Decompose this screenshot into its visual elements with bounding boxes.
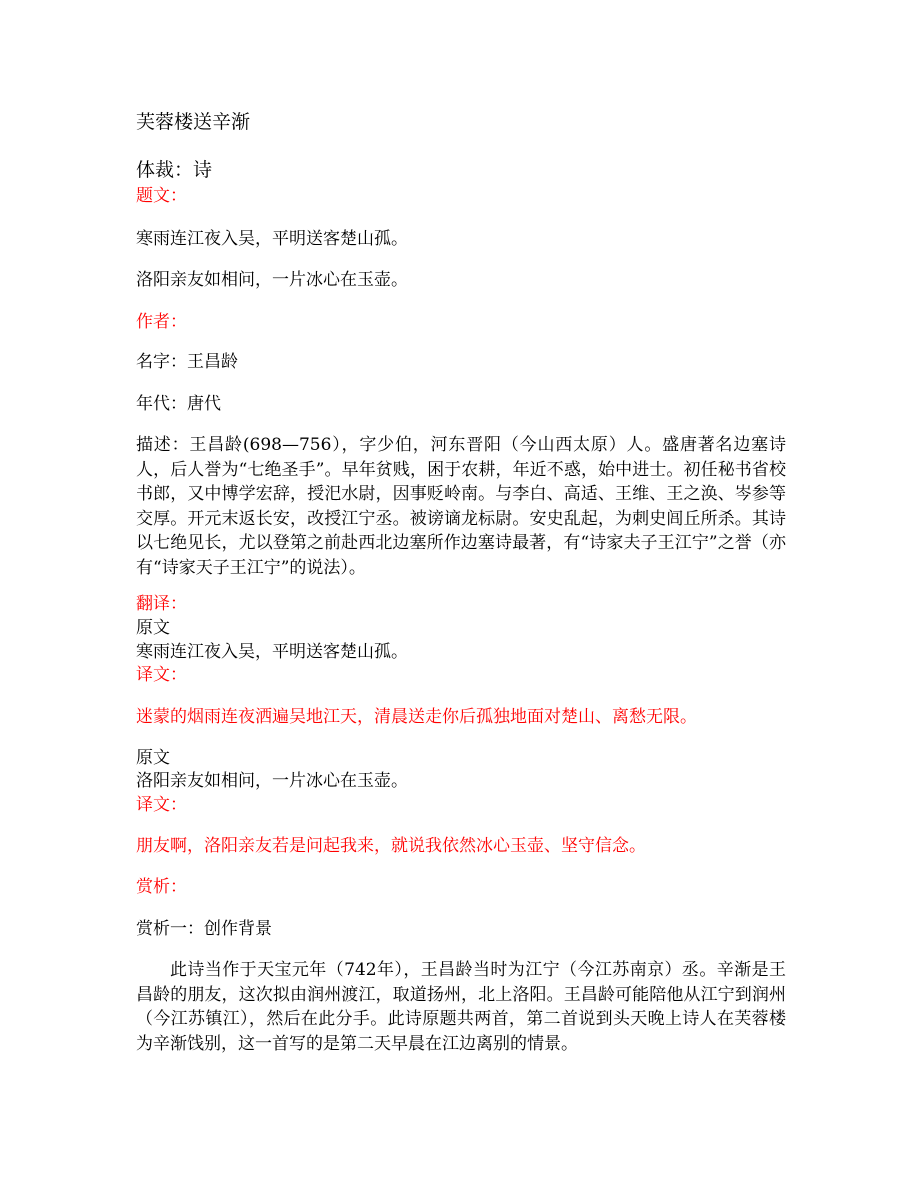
poem-line-1: 寒雨连江夜入吴，平明送客楚山孤。 [136,229,408,249]
original-label-2: 原文 [136,748,170,768]
appreciation-heading: 赏析一：创作背景 [136,919,272,939]
translated-text-2: 朋友啊，洛阳亲友若是问起我来，就说我依然冰心玉壶、坚守信念。 [136,836,646,856]
poem-text-label: 题文： [136,186,187,206]
original-text-2: 洛阳亲友如相问，一片冰心在玉壶。 [136,771,408,791]
author-description: 描述：王昌龄(698—756），字少伯，河东晋阳（今山西太原）人。盛唐著名边塞诗人，后人誉为“七绝圣手”。早年贫贱，困于农耕，年近不惑，始中进士。初任秘书省校书郎，又中博学宏辞，授汜水尉，因事贬岭南。与李白、高适、王维、王之涣、岑参等交厚。开元末返长安，改授江宁丞。被谤谪龙标尉。安史乱起，为刺史闾丘所杀。其诗以七绝见长，尤以登第之前赴西北边塞所作边塞诗最著，有“诗家夫子王江宁”之誉（亦有“诗家天子王江宁”的说法）。 [136,435,786,578]
appreciation-label: 赏析： [136,877,187,897]
author-name: 名字：王昌龄 [136,352,238,372]
translated-label-1: 译文： [136,665,187,685]
author-era: 年代：唐代 [136,394,221,414]
genre-label: 体裁：诗 [136,159,213,181]
original-text-1: 寒雨连江夜入吴，平明送客楚山孤。 [136,642,408,662]
translation-label: 翻译： [136,594,187,614]
author-label: 作者： [136,312,187,332]
translated-label-2: 译文： [136,795,187,815]
appreciation-body: 此诗当作于天宝元年（742年），王昌龄当时为江宁（今江苏南京）丞。辛渐是王昌龄的朋友，这次拟由润州渡江，取道扬州，北上洛阳。王昌龄可能陪他从江宁到润州（今江苏镇江），然后在此分手。此诗原题共两首，第二首说到头天晚上诗人在芙蓉楼为辛渐饯别，这一首写的是第二天早晨在江边离别的情景。 [136,960,786,1054]
original-label-1: 原文 [136,618,170,638]
page-title: 芙蓉楼送辛渐 [136,111,251,133]
translated-text-1: 迷蒙的烟雨连夜洒遍吴地江天，清晨送走你后孤独地面对楚山、离愁无限。 [136,707,697,727]
poem-line-2: 洛阳亲友如相问，一片冰心在玉壶。 [136,270,408,290]
